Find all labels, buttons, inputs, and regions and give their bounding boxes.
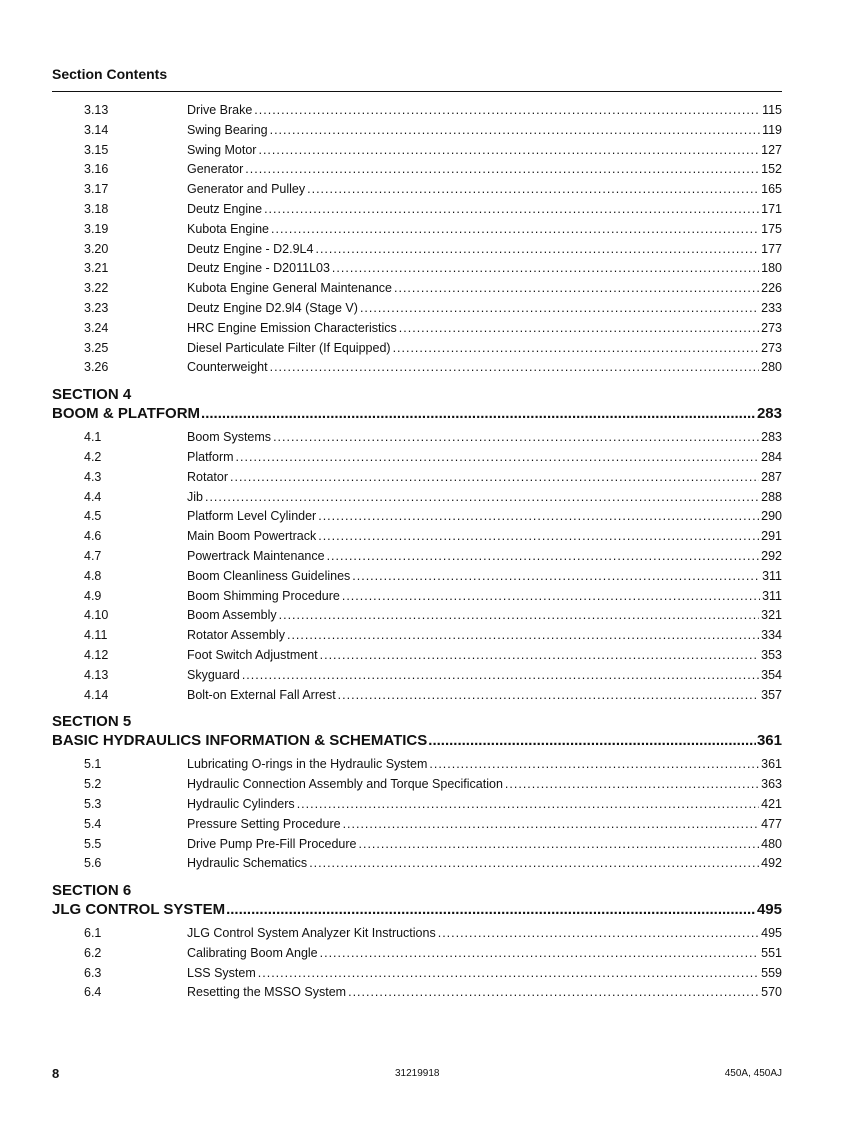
entry-page-number: 492 xyxy=(761,856,782,871)
toc-entry[interactable] xyxy=(52,944,782,964)
dot-leader xyxy=(201,404,756,424)
entry-number: 4.9 xyxy=(84,588,102,603)
entry-title-line xyxy=(187,200,782,220)
entry-number: 3.23 xyxy=(84,300,109,315)
toc-entry[interactable] xyxy=(52,835,782,855)
dot-leader xyxy=(245,160,759,180)
entry-title: Counterweight xyxy=(187,360,268,375)
entry-title-line xyxy=(187,835,782,855)
entry-title-line xyxy=(187,587,782,607)
entry-title: Jib xyxy=(187,489,203,504)
toc-entry[interactable] xyxy=(52,428,782,448)
dot-leader xyxy=(205,488,759,508)
section-title: BASIC HYDRAULICS INFORMATION & SCHEMATICS xyxy=(52,732,428,750)
entry-number: 5.3 xyxy=(84,796,102,811)
entry-title-line xyxy=(187,141,782,161)
entry-number: 4.13 xyxy=(84,667,109,682)
dot-leader xyxy=(327,547,760,567)
entry-number: 6.3 xyxy=(84,965,102,980)
page-header-title: Section Contents xyxy=(52,66,168,82)
entry-number: 3.24 xyxy=(84,320,109,335)
toc-entry[interactable] xyxy=(52,160,782,180)
entry-number: 3.26 xyxy=(84,360,109,375)
toc-entry[interactable] xyxy=(52,686,782,706)
dot-leader xyxy=(230,468,759,488)
entry-title-line xyxy=(187,160,782,180)
entry-page-number: 165 xyxy=(761,182,782,197)
entry-page-number: 171 xyxy=(761,201,782,216)
entry-number: 5.1 xyxy=(84,757,102,772)
entry-title: Boom Systems xyxy=(187,430,272,445)
dot-leader xyxy=(258,964,759,984)
entry-title: Powertrack Maintenance xyxy=(187,548,325,563)
entry-page-number: 311 xyxy=(762,588,782,603)
entry-number: 4.8 xyxy=(84,568,102,583)
entry-title: Swing Motor xyxy=(187,142,257,157)
entry-page-number: 226 xyxy=(761,281,782,296)
entry-title: Drive Brake xyxy=(187,103,253,117)
entry-title: Deutz Engine D2.9l4 (Stage V) xyxy=(187,300,358,315)
entry-title-line xyxy=(187,101,782,121)
section-title-link[interactable] xyxy=(52,900,782,920)
dot-leader xyxy=(428,731,756,751)
entry-number: 6.2 xyxy=(84,945,102,960)
toc-entry[interactable] xyxy=(52,141,782,161)
entry-title-line xyxy=(187,983,782,1003)
entry-page-number: 233 xyxy=(761,300,782,315)
entry-page-number: 273 xyxy=(761,320,782,335)
entry-title-line xyxy=(187,468,782,488)
toc-entry[interactable] xyxy=(52,339,782,359)
dot-leader xyxy=(315,240,759,260)
toc-entry[interactable] xyxy=(52,488,782,508)
entry-number: 4.14 xyxy=(84,687,109,702)
entry-title: JLG Control System Analyzer Kit Instructions xyxy=(187,926,436,941)
entry-title: Calibrating Boom Angle xyxy=(187,945,318,960)
entry-title: Diesel Particulate Filter (If Equipped) xyxy=(187,340,391,355)
entry-title: Kubota Engine General Maintenance xyxy=(187,281,393,296)
entry-number: 4.3 xyxy=(84,469,102,484)
toc-entry[interactable] xyxy=(52,567,782,587)
entry-number: 3.17 xyxy=(84,182,109,197)
entry-number: 4.2 xyxy=(84,449,102,464)
entry-title: Resetting the MSSO System xyxy=(187,985,347,1000)
entry-title-line xyxy=(187,448,782,468)
entry-title-line xyxy=(187,527,782,547)
entry-number: 3.22 xyxy=(84,281,109,296)
toc-entry[interactable] xyxy=(52,587,782,607)
entry-page-number: 559 xyxy=(761,965,782,980)
section-title-link[interactable] xyxy=(52,404,782,424)
toc-entry[interactable] xyxy=(52,983,782,1003)
dot-leader xyxy=(342,587,760,607)
entry-page-number: 291 xyxy=(761,529,782,544)
dot-leader xyxy=(254,101,760,121)
entry-page-number: 284 xyxy=(761,449,782,464)
entry-title: Bolt-on External Fall Arrest xyxy=(187,687,336,702)
toc-entry[interactable] xyxy=(52,299,782,319)
toc-entry[interactable] xyxy=(52,180,782,200)
section-title: JLG CONTROL SYSTEM xyxy=(52,901,226,919)
dot-leader xyxy=(309,854,759,874)
section-title-link[interactable] xyxy=(52,731,782,751)
entry-number: 5.4 xyxy=(84,816,102,831)
entry-title-line xyxy=(187,964,782,984)
footer-models: 450A, 450AJ xyxy=(724,1068,782,1079)
entry-title-line xyxy=(187,626,782,646)
entry-page-number: 363 xyxy=(761,777,782,792)
entry-number: 4.10 xyxy=(84,608,109,623)
entry-title: Platform xyxy=(187,449,234,464)
toc-entry[interactable] xyxy=(52,666,782,686)
entry-title-line xyxy=(187,755,782,775)
entry-number: 3.25 xyxy=(84,340,109,355)
toc-entry[interactable] xyxy=(52,101,782,121)
entry-title-line xyxy=(187,358,782,378)
entry-title: Main Boom Powertrack xyxy=(187,529,317,544)
entry-title-line xyxy=(187,646,782,666)
footer-doc-number: 31219918 xyxy=(395,1068,440,1079)
entry-title: Boom Shimming Procedure xyxy=(187,588,340,603)
entry-title: Hydraulic Schematics xyxy=(187,856,308,871)
entry-title-line xyxy=(187,339,782,359)
entry-title: Boom Assembly xyxy=(187,608,277,623)
toc-entry[interactable] xyxy=(52,507,782,527)
entry-page-number: 361 xyxy=(761,757,782,772)
toc-entry[interactable] xyxy=(52,646,782,666)
dot-leader xyxy=(226,900,756,920)
toc-entry[interactable] xyxy=(52,448,782,468)
section-heading xyxy=(52,713,782,751)
entry-number: 4.1 xyxy=(84,430,102,445)
dot-leader xyxy=(394,279,759,299)
toc-entry[interactable] xyxy=(52,121,782,141)
entry-page-number: 334 xyxy=(761,628,782,643)
toc-entry[interactable] xyxy=(52,527,782,547)
entry-title-line xyxy=(187,279,782,299)
dot-leader xyxy=(258,141,759,161)
entry-title: Drive Pump Pre-Fill Procedure xyxy=(187,836,357,851)
entry-title-line xyxy=(187,220,782,240)
entry-number: 3.15 xyxy=(84,142,109,157)
entry-page-number: 321 xyxy=(761,608,782,623)
toc-entry[interactable] xyxy=(52,795,782,815)
dot-leader xyxy=(264,200,759,220)
entry-number: 3.20 xyxy=(84,241,109,256)
section-title: BOOM & PLATFORM xyxy=(52,405,201,423)
dot-leader xyxy=(271,220,759,240)
toc-entry[interactable] xyxy=(52,755,782,775)
entry-page-number: 177 xyxy=(761,241,782,256)
dot-leader xyxy=(318,507,759,527)
entry-title: Platform Level Cylinder xyxy=(187,509,317,524)
entry-title: Deutz Engine - D2011L03 xyxy=(187,261,330,276)
entry-title-line xyxy=(187,547,782,567)
entry-number: 5.2 xyxy=(84,777,102,792)
toc-entry[interactable] xyxy=(52,606,782,626)
entry-title: Generator xyxy=(187,162,244,177)
dot-leader xyxy=(297,795,759,815)
dot-leader xyxy=(270,358,760,378)
entry-title-line xyxy=(187,488,782,508)
section-label: SECTION 6 xyxy=(52,882,132,900)
entry-title: Rotator xyxy=(187,469,228,484)
entry-page-number: 152 xyxy=(761,162,782,177)
entry-title: Deutz Engine xyxy=(187,201,263,216)
entry-page-number: 311 xyxy=(762,568,782,583)
dot-leader xyxy=(399,319,759,339)
dot-leader xyxy=(273,428,759,448)
entry-page-number: 283 xyxy=(761,430,782,445)
entry-title: Hydraulic Cylinders xyxy=(187,796,295,811)
entry-title-line xyxy=(187,180,782,200)
dot-leader xyxy=(338,686,759,706)
dot-leader xyxy=(348,983,759,1003)
entry-title-line xyxy=(187,775,782,795)
dot-leader xyxy=(360,299,759,319)
table-of-contents xyxy=(52,101,782,1003)
entry-title-line xyxy=(187,319,782,339)
entry-page-number: 115 xyxy=(762,103,782,117)
entry-title: HRC Engine Emission Characteristics xyxy=(187,320,397,335)
entry-page-number: 570 xyxy=(761,985,782,1000)
entry-number: 3.18 xyxy=(84,201,109,216)
entry-number: 3.13 xyxy=(84,103,109,117)
entry-number: 4.12 xyxy=(84,647,109,662)
entry-number: 3.19 xyxy=(84,221,109,236)
entry-title: Skyguard xyxy=(187,667,240,682)
toc-entry[interactable] xyxy=(52,358,782,378)
entry-number: 6.4 xyxy=(84,985,102,1000)
entry-title: Foot Switch Adjustment xyxy=(187,647,318,662)
entry-page-number: 421 xyxy=(761,796,782,811)
dot-leader xyxy=(393,339,760,359)
entry-page-number: 480 xyxy=(761,836,782,851)
entry-title-line xyxy=(187,567,782,587)
toc-entry[interactable] xyxy=(52,319,782,339)
entry-page-number: 357 xyxy=(761,687,782,702)
entry-number: 4.7 xyxy=(84,548,102,563)
entry-page-number: 353 xyxy=(761,647,782,662)
entry-page-number: 495 xyxy=(761,926,782,941)
entry-page-number: 175 xyxy=(761,221,782,236)
entry-page-number: 290 xyxy=(761,509,782,524)
toc-entry[interactable] xyxy=(52,964,782,984)
dot-leader xyxy=(352,567,760,587)
toc-entry[interactable] xyxy=(52,240,782,260)
header-rule xyxy=(52,91,782,92)
entry-title: LSS System xyxy=(187,965,256,980)
dot-leader xyxy=(505,775,759,795)
entry-title-line xyxy=(187,854,782,874)
toc-entry[interactable] xyxy=(52,775,782,795)
entry-title-line xyxy=(187,666,782,686)
entry-page-number: 354 xyxy=(761,667,782,682)
dot-leader xyxy=(343,815,760,835)
entry-title: Pressure Setting Procedure xyxy=(187,816,341,831)
entry-page-number: 292 xyxy=(761,548,782,563)
entry-page-number: 180 xyxy=(761,261,782,276)
entry-number: 4.5 xyxy=(84,509,102,524)
entry-page-number: 551 xyxy=(761,945,782,960)
entry-title-line xyxy=(187,121,782,141)
section-label: SECTION 5 xyxy=(52,713,132,731)
toc-entry[interactable] xyxy=(52,200,782,220)
section-page-number: 495 xyxy=(756,901,782,919)
toc-entry[interactable] xyxy=(52,924,782,944)
dot-leader xyxy=(270,121,760,141)
footer-page-number: 8 xyxy=(52,1066,60,1081)
dot-leader xyxy=(242,666,759,686)
entry-title-line xyxy=(187,686,782,706)
entry-title-line xyxy=(187,606,782,626)
toc-entry[interactable] xyxy=(52,815,782,835)
entry-page-number: 280 xyxy=(761,360,782,375)
entry-title-line xyxy=(187,259,782,279)
entry-number: 3.16 xyxy=(84,162,109,177)
entry-title-line xyxy=(187,507,782,527)
entry-title: Swing Bearing xyxy=(187,122,268,137)
entry-number: 4.6 xyxy=(84,529,102,544)
entry-title-line xyxy=(187,815,782,835)
dot-leader xyxy=(287,626,759,646)
entry-title-line xyxy=(187,428,782,448)
toc-entry[interactable] xyxy=(52,259,782,279)
entry-title-line xyxy=(187,795,782,815)
section-label: SECTION 4 xyxy=(52,386,132,404)
dot-leader xyxy=(429,755,759,775)
dot-leader xyxy=(438,924,759,944)
dot-leader xyxy=(318,527,759,547)
entry-number: 4.11 xyxy=(84,628,108,643)
entry-title: Boom Cleanliness Guidelines xyxy=(187,568,351,583)
entry-title-line xyxy=(187,299,782,319)
entry-page-number: 287 xyxy=(761,469,782,484)
dot-leader xyxy=(320,646,760,666)
entry-title-line xyxy=(187,240,782,260)
entry-title-line xyxy=(187,944,782,964)
entry-title: Generator and Pulley xyxy=(187,182,306,197)
dot-leader xyxy=(307,180,759,200)
toc-entry[interactable] xyxy=(52,279,782,299)
entry-number: 3.21 xyxy=(84,261,109,276)
entry-number: 5.6 xyxy=(84,856,102,871)
section-page-number: 283 xyxy=(756,405,782,423)
section-heading xyxy=(52,882,782,920)
entry-number: 4.4 xyxy=(84,489,102,504)
entry-page-number: 477 xyxy=(761,816,782,831)
dot-leader xyxy=(320,944,760,964)
entry-number: 6.1 xyxy=(84,926,102,941)
toc-entry[interactable] xyxy=(52,547,782,567)
entry-title: Deutz Engine - D2.9L4 xyxy=(187,241,314,256)
toc-entry[interactable] xyxy=(52,220,782,240)
section-page-number: 361 xyxy=(756,732,782,750)
dot-leader xyxy=(279,606,760,626)
entry-title: Rotator Assembly xyxy=(187,628,285,643)
toc-entry[interactable] xyxy=(52,854,782,874)
dot-leader xyxy=(359,835,760,855)
entry-title: Lubricating O-rings in the Hydraulic System xyxy=(187,757,428,772)
entry-page-number: 273 xyxy=(761,340,782,355)
entry-page-number: 288 xyxy=(761,489,782,504)
toc-entry[interactable] xyxy=(52,626,782,646)
toc-entry[interactable] xyxy=(52,468,782,488)
entry-title: Kubota Engine xyxy=(187,221,270,236)
entry-number: 5.5 xyxy=(84,836,102,851)
entry-number: 3.14 xyxy=(84,122,109,137)
section-heading xyxy=(52,386,782,424)
entry-title: Hydraulic Connection Assembly and Torque Specification xyxy=(187,777,503,792)
dot-leader xyxy=(332,259,759,279)
entry-title-line xyxy=(187,924,782,944)
entry-page-number: 119 xyxy=(762,122,782,137)
dot-leader xyxy=(236,448,760,468)
entry-page-number: 127 xyxy=(761,142,782,157)
